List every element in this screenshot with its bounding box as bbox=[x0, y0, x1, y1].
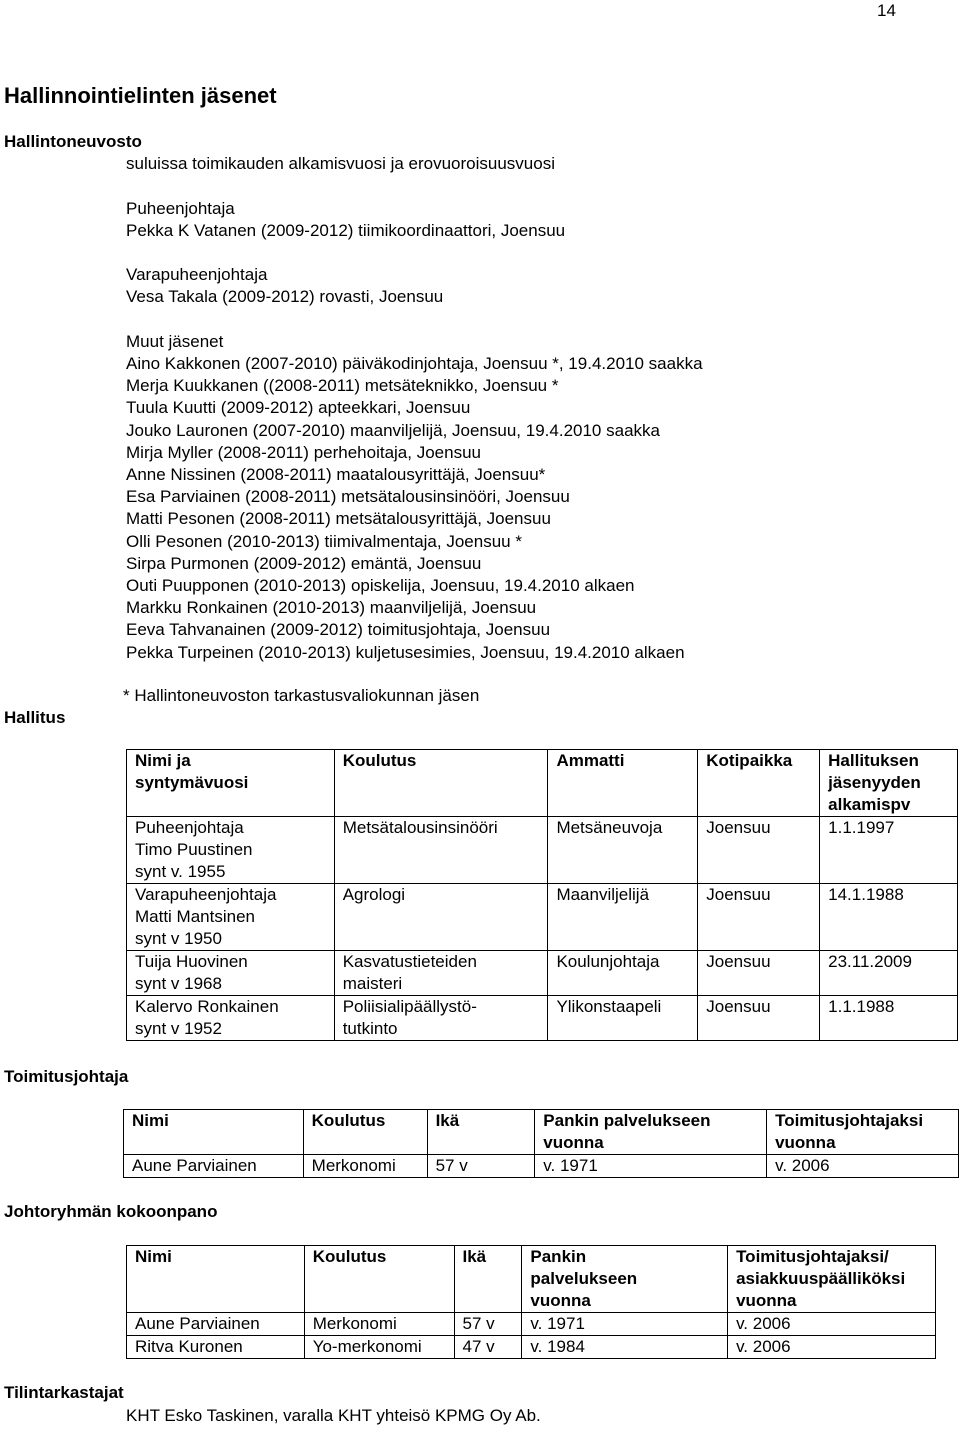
hallitus-heading: Hallitus bbox=[4, 708, 66, 727]
member-item: Eeva Tahvanainen (2009-2012) toimitusjohtaja, Joensuu bbox=[126, 620, 551, 640]
table-cell: v. 2006 bbox=[767, 1155, 959, 1178]
header-cell: Pankin palvelukseen vuonna bbox=[535, 1110, 767, 1155]
table-row bbox=[124, 1155, 959, 1178]
member-item: Aino Kakkonen (2007-2010) päiväkodinjohtaja, Joensuu *, 19.4.2010 saakka bbox=[126, 354, 703, 373]
name-cell: Kalervo Ronkainen synt v 1952 bbox=[127, 996, 335, 1041]
occupation-cell: Koulunjohtaja bbox=[548, 951, 698, 996]
domicile-cell: Joensuu bbox=[698, 817, 820, 884]
table-cell: v. 2006 bbox=[728, 1313, 936, 1336]
header-cell: Nimi bbox=[124, 1110, 304, 1155]
occupation-cell: Metsäneuvoja bbox=[548, 817, 698, 884]
domicile-cell: Joensuu bbox=[698, 884, 820, 951]
tilintarkastajat-heading: Tilintarkastajat bbox=[4, 1383, 124, 1402]
johtoryhma-heading: Johtoryhmän kokoonpano bbox=[4, 1202, 218, 1221]
page-number: 14 bbox=[877, 1, 896, 20]
table-row bbox=[127, 1336, 936, 1359]
header-cell: Koulutus bbox=[334, 750, 548, 817]
table-row bbox=[127, 1313, 936, 1336]
table-cell: Aune Parviainen bbox=[124, 1155, 304, 1178]
domicile-cell: Joensuu bbox=[698, 996, 820, 1041]
member-item: Anne Nissinen (2008-2011) maatalousyrittäjä, Joensuu* bbox=[126, 465, 546, 485]
member-item: Merja Kuukkanen ((2008-2011) metsäteknikko, Joensuu * bbox=[126, 376, 559, 396]
start-date-cell: 1.1.1997 bbox=[820, 817, 958, 884]
chair-member: Pekka K Vatanen (2009-2012) tiimikoordinaattori, Joensuu bbox=[126, 221, 566, 240]
member-item: Olli Pesonen (2010-2013) tiimivalmentaja, Joensuu * bbox=[126, 531, 522, 551]
page-title: Hallinnointielinten jäsenet bbox=[4, 83, 277, 108]
header-cell: Ikä bbox=[427, 1110, 535, 1155]
header-cell: Toimitusjohtajaksi vuonna bbox=[767, 1110, 959, 1155]
header-cell: Toimitusjohtajaksi/ asiakkuuspäälliköksi vuonna bbox=[728, 1246, 936, 1313]
member-item: Esa Parviainen (2008-2011) metsätalousinsinööri, Joensuu bbox=[126, 487, 570, 507]
members-list bbox=[126, 353, 703, 664]
table-row bbox=[127, 951, 958, 996]
table-cell: Aune Parviainen bbox=[127, 1313, 305, 1336]
table-cell: 47 v bbox=[454, 1336, 522, 1359]
table-row bbox=[127, 884, 958, 951]
name-cell: Tuija Huovinen synt v 1968 bbox=[127, 951, 335, 996]
start-date-cell: 23.11.2009 bbox=[820, 951, 958, 996]
toimitusjohtaja-heading: Toimitusjohtaja bbox=[4, 1067, 129, 1086]
header-cell: Ammatti bbox=[548, 750, 698, 817]
auditor-text: KHT Esko Taskinen, varalla KHT yhteisö KPMG Oy Ab. bbox=[126, 1406, 541, 1425]
header-cell: Nimi bbox=[127, 1246, 305, 1313]
table-row bbox=[127, 996, 958, 1041]
table-cell: Merkonomi bbox=[304, 1313, 454, 1336]
table-cell: 57 v bbox=[427, 1155, 535, 1178]
table-cell: Yo-merkonomi bbox=[304, 1336, 454, 1359]
toimitusjohtaja-table bbox=[123, 1109, 959, 1178]
table-header-row bbox=[127, 1246, 936, 1313]
start-date-cell: 14.1.1988 bbox=[820, 884, 958, 951]
table-cell: v. 1971 bbox=[535, 1155, 767, 1178]
table-cell: v. 1984 bbox=[522, 1336, 728, 1359]
table-cell: v. 1971 bbox=[522, 1313, 728, 1336]
occupation-cell: Ylikonstaapeli bbox=[548, 996, 698, 1041]
johtoryhma-table bbox=[126, 1245, 936, 1359]
header-cell: Koulutus bbox=[304, 1246, 454, 1313]
table-cell: Ritva Kuronen bbox=[127, 1336, 305, 1359]
table-cell: v. 2006 bbox=[728, 1336, 936, 1359]
table-header-row bbox=[127, 750, 958, 817]
table-cell: Merkonomi bbox=[303, 1155, 427, 1178]
domicile-cell: Joensuu bbox=[698, 951, 820, 996]
vice-chair-member: Vesa Takala (2009-2012) rovasti, Joensuu bbox=[126, 287, 444, 306]
hallintoneuvosto-note: suluissa toimikauden alkamisvuosi ja erovuoroisuusvuosi bbox=[126, 154, 555, 173]
member-item: Jouko Lauronen (2007-2010) maanviljelijä, Joensuu, 19.4.2010 saakka bbox=[126, 420, 660, 440]
member-item: Pekka Turpeinen (2010-2013) kuljetusesimies, Joensuu, 19.4.2010 alkaen bbox=[126, 642, 685, 662]
header-cell: Nimi ja syntymävuosi bbox=[127, 750, 335, 817]
table-row bbox=[127, 817, 958, 884]
header-cell: Hallituksen jäsenyyden alkamispv bbox=[820, 750, 958, 817]
member-item: Markku Ronkainen (2010-2013) maanviljelijä, Joensuu bbox=[126, 598, 537, 618]
member-item: Mirja Myller (2008-2011) perhehoitaja, Joensuu bbox=[126, 442, 481, 462]
occupation-cell: Maanviljelijä bbox=[548, 884, 698, 951]
header-cell: Koulutus bbox=[303, 1110, 427, 1155]
member-item: Sirpa Purmonen (2009-2012) emäntä, Joensuu bbox=[126, 553, 482, 573]
member-item: Outi Puupponen (2010-2013) opiskelija, Joensuu, 19.4.2010 alkaen bbox=[126, 576, 635, 596]
hallitus-table bbox=[126, 749, 958, 1041]
members-label: Muut jäsenet bbox=[126, 332, 224, 351]
education-cell: Agrologi bbox=[334, 884, 548, 951]
education-cell: Poliisialipäällystö- tutkinto bbox=[334, 996, 548, 1041]
hallintoneuvosto-heading: Hallintoneuvosto bbox=[4, 132, 142, 151]
member-item: Matti Pesonen (2008-2011) metsätalousyrittäjä, Joensuu bbox=[126, 509, 551, 529]
header-cell: Ikä bbox=[454, 1246, 522, 1313]
name-cell: Puheenjohtaja Timo Puustinen synt v. 1955 bbox=[127, 817, 335, 884]
name-cell: Varapuheenjohtaja Matti Mantsinen synt v 1950 bbox=[127, 884, 335, 951]
header-cell: Pankin palvelukseen vuonna bbox=[522, 1246, 728, 1313]
education-cell: Kasvatustieteiden maisteri bbox=[334, 951, 548, 996]
member-item: Tuula Kuutti (2009-2012) apteekkari, Joensuu bbox=[126, 398, 471, 418]
vice-chair-label: Varapuheenjohtaja bbox=[126, 265, 268, 284]
footnote: * Hallintoneuvoston tarkastusvaliokunnan jäsen bbox=[123, 686, 480, 705]
start-date-cell: 1.1.1988 bbox=[820, 996, 958, 1041]
table-cell: 57 v bbox=[454, 1313, 522, 1336]
table-header-row bbox=[124, 1110, 959, 1155]
header-cell: Kotipaikka bbox=[698, 750, 820, 817]
chair-label: Puheenjohtaja bbox=[126, 199, 235, 218]
education-cell: Metsätalousinsinööri bbox=[334, 817, 548, 884]
